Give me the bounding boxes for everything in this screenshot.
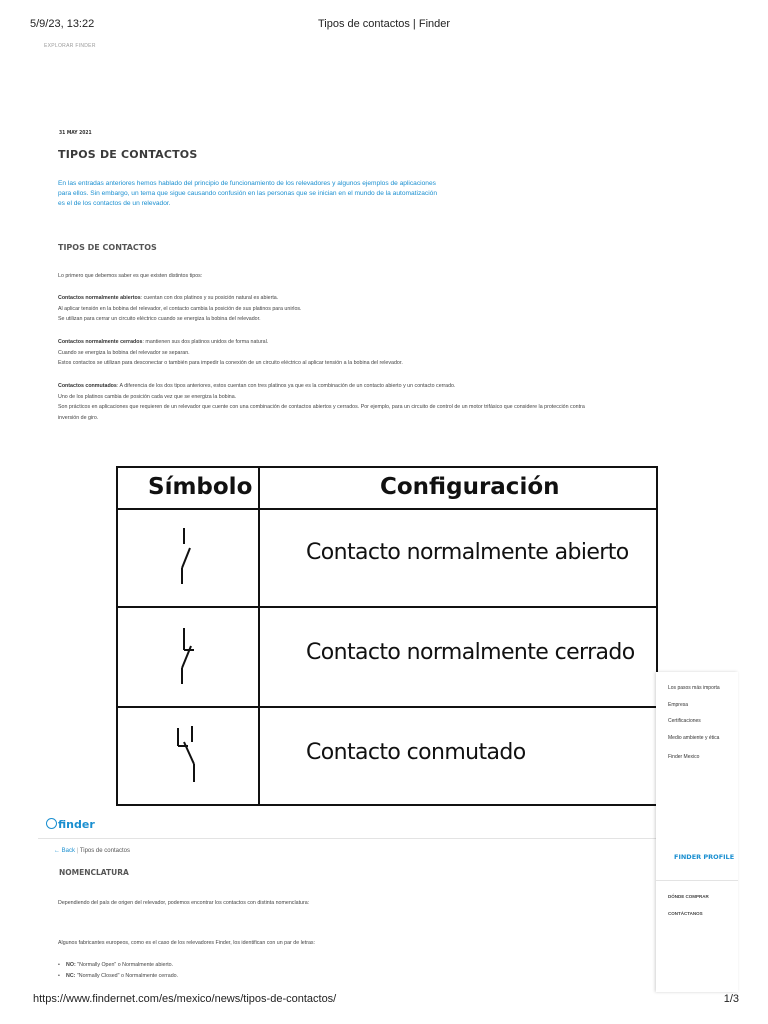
type-line: Son prácticos en aplicaciones que requieren de un relevador que cuente con una combinación de contactos abiertos y cerrados. Por ejemplo, para un circuito de control de un motor trifásico que considere la protección contra (58, 404, 585, 410)
normally-open-contact-icon (168, 524, 208, 593)
section-title: NOMENCLATURA (59, 868, 129, 877)
config-label: Contacto conmutado (306, 740, 526, 765)
table-header-row (118, 468, 656, 510)
type-line: Uno de los platinos cambia de posición cada vez que se energiza la bobina. (58, 393, 237, 400)
contact-link[interactable]: CONTÁCTANOS (668, 911, 703, 916)
finder-logo-icon (46, 818, 57, 829)
divider (38, 838, 658, 839)
breadcrumb-current: Tipos de contactos (79, 848, 130, 854)
list-item (58, 960, 178, 971)
nomenclature-paragraph: Algunos fabricantes europeos, como es el caso de los relevadores Finder, los identifican con un par de letras: (58, 940, 316, 946)
type-name: Contactos conmutados (58, 383, 117, 389)
back-link[interactable]: Back (61, 848, 76, 854)
header-configuration: Configuración (380, 474, 560, 500)
post-date: 31 MAY 2021 (59, 130, 92, 136)
type-name: Contactos normalmente cerrados (58, 339, 143, 345)
logo-text: finder (58, 818, 95, 831)
breadcrumb-separator: | (76, 848, 80, 854)
type-line: Cuando se energiza la bobina del relevador se separan. (58, 349, 190, 356)
type-normally-closed (58, 337, 708, 369)
page-url: https://www.findernet.com/es/mexico/news/tipos-de-contactos/ (33, 993, 337, 1005)
type-heading (58, 337, 708, 348)
intro-line: es el de los contactos de un relevador. (58, 200, 171, 207)
finder-profile-link[interactable]: FINDER PROFILE (674, 853, 735, 861)
menu-item[interactable]: Empresa (668, 702, 689, 708)
menu-item[interactable]: Medio ambiente y ética (668, 735, 720, 741)
contact-symbol-table (116, 466, 658, 806)
type-name: Contactos normalmente abiertos (58, 295, 141, 301)
type-line: inversión de giro. (58, 414, 99, 421)
page-number: 1/3 (723, 993, 739, 1005)
explore-finder-link[interactable]: EXPLORAR FINDER (44, 43, 96, 49)
type-desc: : mantienen sus dos platinos unidos de forma natural. (142, 339, 269, 345)
menu-item[interactable]: Finder Mexico (668, 754, 700, 760)
type-changeover (58, 381, 708, 423)
table-row (118, 708, 656, 806)
config-label: Contacto normalmente abierto (306, 540, 629, 565)
divider (656, 880, 738, 881)
type-desc: : A diferencia de los dos tipos anteriores, estos cuentan con tres platinos ya que es la combinación de un contacto abierto y un contacto cerrado. (116, 383, 456, 389)
bullet-label: NO: (66, 962, 76, 968)
bullet-text: "Normally Closed" o Normalmente cerrado. (75, 973, 179, 979)
nomenclature-paragraph: Dependiendo del país de origen del relevador, podemos encontrar los contactos con distinta nomenclatura: (58, 900, 310, 906)
intro-line: En las entradas anteriores hemos hablado del principio de funcionamiento de los relevadores y algunos ejemplos de aplicaciones (58, 180, 436, 187)
type-normally-open (58, 293, 708, 325)
print-date: 5/9/23, 13:22 (30, 18, 95, 30)
type-line: Se utilizan para cerrar un circuito eléctrico cuando se energiza la bobina del relevador. (58, 316, 261, 322)
section-title: TIPOS DE CONTACTOS (58, 243, 157, 252)
menu-item[interactable]: Los pasos más importa (668, 685, 720, 691)
bullet-label: NC: (66, 973, 76, 979)
changeover-contact-icon (168, 722, 208, 791)
table-row (118, 508, 656, 608)
intro-line: para ellos. Sin embargo, un tema que sigue causando confusión en las personas que se inician en el mundo de la automatización (58, 190, 438, 197)
table-row (118, 608, 656, 708)
print-title: Tipos de contactos | Finder (317, 18, 451, 30)
header-symbol: Símbolo (148, 474, 253, 500)
intro-paragraph (58, 179, 498, 209)
back-arrow-icon[interactable]: ← (54, 848, 60, 854)
side-menu (656, 672, 738, 992)
config-label: Contacto normalmente cerrado (306, 640, 635, 665)
type-heading (58, 293, 708, 304)
menu-item[interactable]: Certificaciones (668, 718, 701, 724)
where-to-buy-link[interactable]: DÓNDE COMPRAR (668, 894, 709, 899)
types-intro: Lo primero que debemos saber es que existen distintos tipos: (58, 273, 203, 279)
type-desc: : cuentan con dos platinos y su posición natural es abierta. (140, 295, 279, 301)
bullet-text: "Normally Open" o Normalmente abierto. (75, 962, 174, 968)
list-item (58, 971, 178, 982)
type-heading (58, 381, 708, 392)
type-line: Al aplicar tensión en la bobina del relevador, el contacto cambia la posición de sus platinos para unirlos. (58, 305, 302, 312)
normally-closed-contact-icon (168, 624, 208, 693)
page-title: TIPOS DE CONTACTOS (58, 148, 198, 161)
type-line: Estos contactos se utilizan para desconectar o también para impedir la conexión de un circuito eléctrico al aplicar tensión a la bobina del relevador. (58, 360, 403, 366)
finder-logo[interactable] (46, 818, 95, 831)
breadcrumb (54, 848, 130, 854)
nomenclature-list (58, 960, 178, 982)
